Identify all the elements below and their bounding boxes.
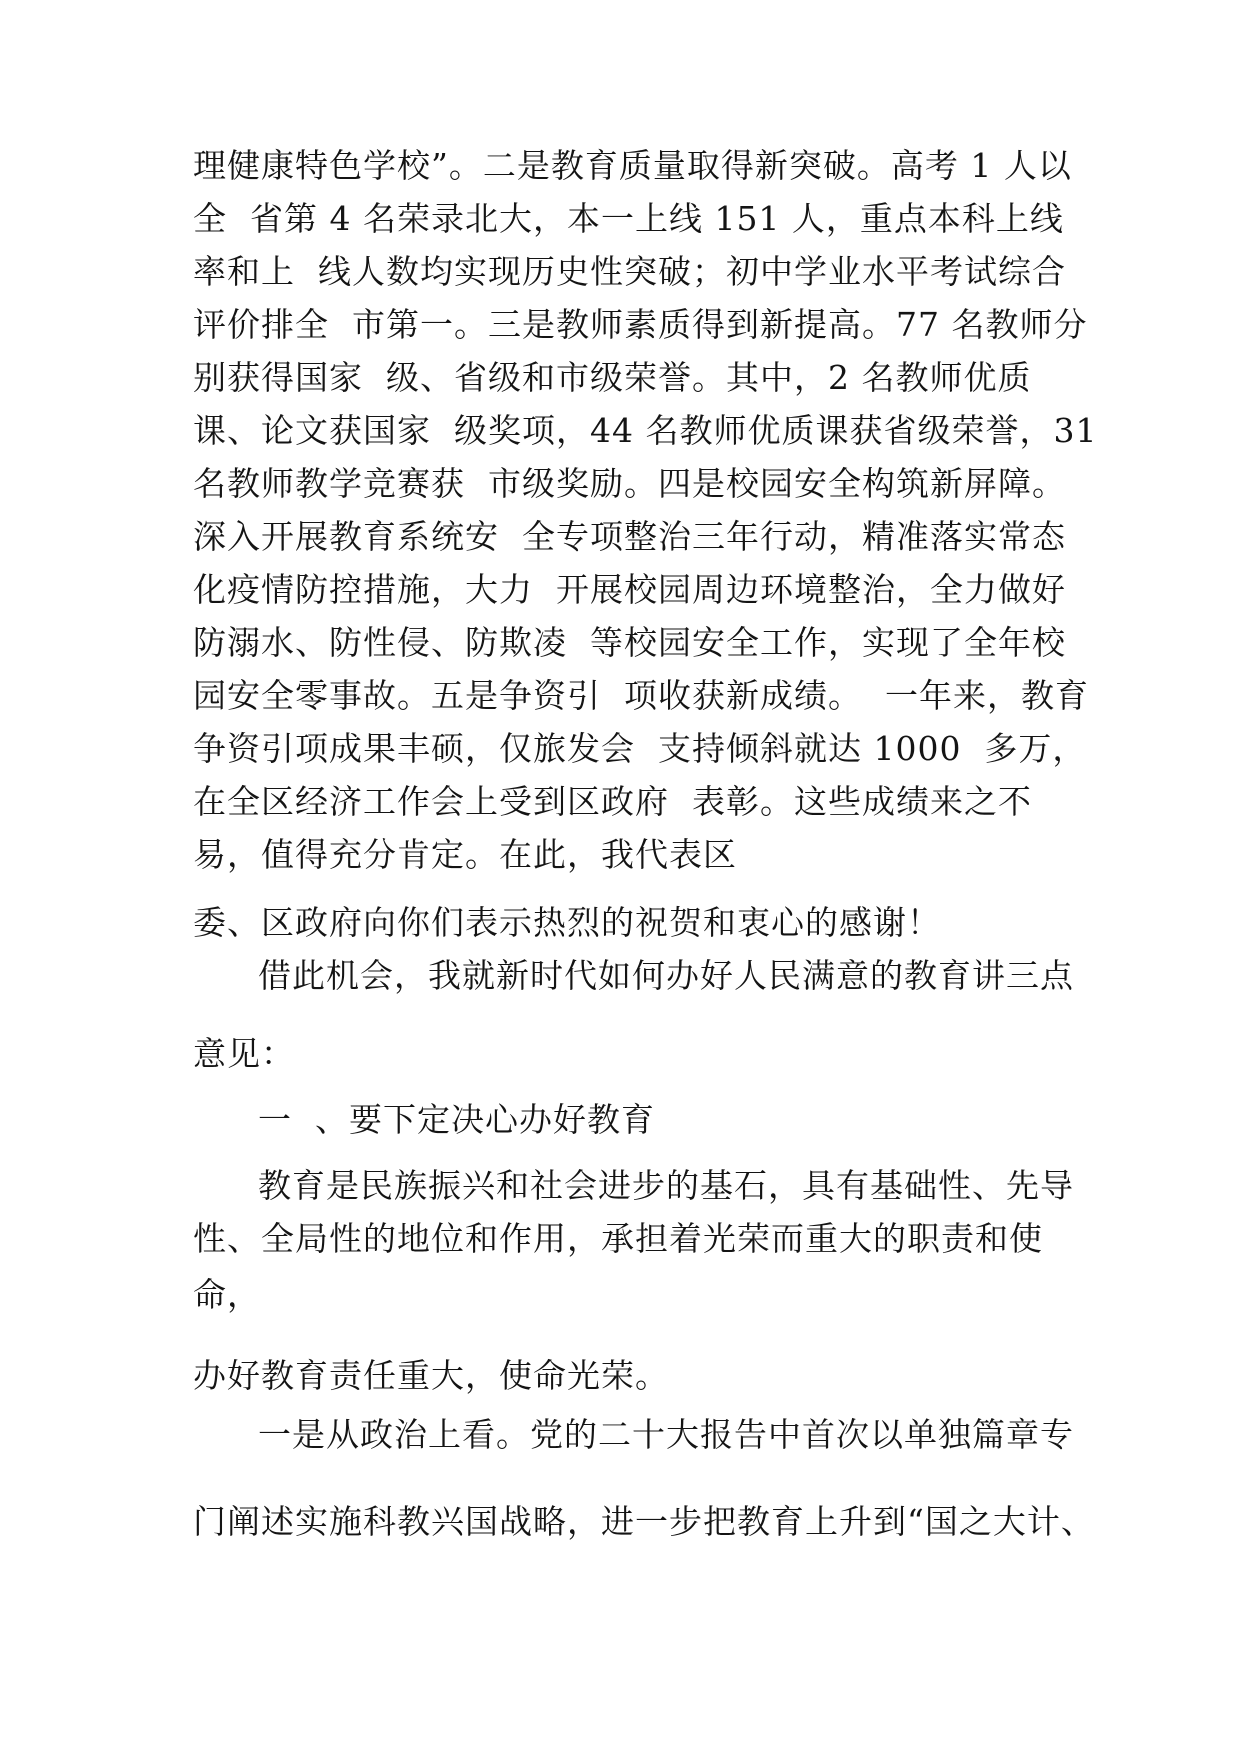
paragraph-first-line: 一是从政治上看。党的二十大报告中首次以单独篇章专 [258,1415,1074,1454]
text-line: 门阐述实施科教兴国战略，进一步把教育上升到“国之大计、 [193,1502,1095,1541]
text-line: 意见： [193,1034,295,1073]
text-line: 评价排全 市第一。三是教师素质得到新提高。77 名教师分 [193,305,1088,344]
text-line: 办好教育责任重大，使命光荣。 [193,1356,669,1395]
text-line: 课、论文获国家 级奖项，44 名教师优质课获省级荣誉，31 [193,411,1098,450]
text-line: 全 省第 4 名荣录北大，本一上线 151 人，重点本科上线 [193,199,1064,238]
text-line: 理健康特色学校”。二是教育质量取得新突破。高考 1 人以 [193,146,1072,185]
text-line: 率和上 线人数均实现历史性突破；初中学业水平考试综合 [193,252,1066,291]
text-line: 在全区经济工作会上受到区政府 表彰。这些成绩来之不 [193,782,1032,821]
text-line: 命， [193,1275,261,1314]
text-line: 委、区政府向你们表示热烈的祝贺和衷心的感谢！ [193,903,941,942]
text-line: 名教师教学竞赛获 市级奖励。四是校园安全构筑新屏障。 [193,464,1066,503]
section-heading: 一 、要下定决心办好教育 [258,1100,655,1139]
text-line: 化疫情防控措施，大力 开展校园周边环境整治，全力做好 [193,570,1066,609]
text-line: 别获得国家 级、省级和市级荣誉。其中，2 名教师优质 [193,358,1032,397]
text-line: 易，值得充分肯定。在此，我代表区 [193,835,737,874]
paragraph-first-line: 教育是民族振兴和社会进步的基石，具有基础性、先导 [258,1166,1074,1205]
text-line: 深入开展教育系统安 全专项整治三年行动，精准落实常态 [193,517,1066,556]
text-line: 性、全局性的地位和作用，承担着光荣而重大的职责和使 [193,1219,1043,1258]
paragraph-first-line: 借此机会，我就新时代如何办好人民满意的教育讲三点 [258,956,1074,995]
text-line: 防溺水、防性侵、防欺凌 等校园安全工作，实现了全年校 [193,623,1066,662]
text-line: 园安全零事故。五是争资引 项收获新成绩。 一年来，教育 [193,676,1089,715]
text-line: 争资引项成果丰硕，仅旅发会 支持倾斜就达 1000 多万， [193,729,1087,768]
